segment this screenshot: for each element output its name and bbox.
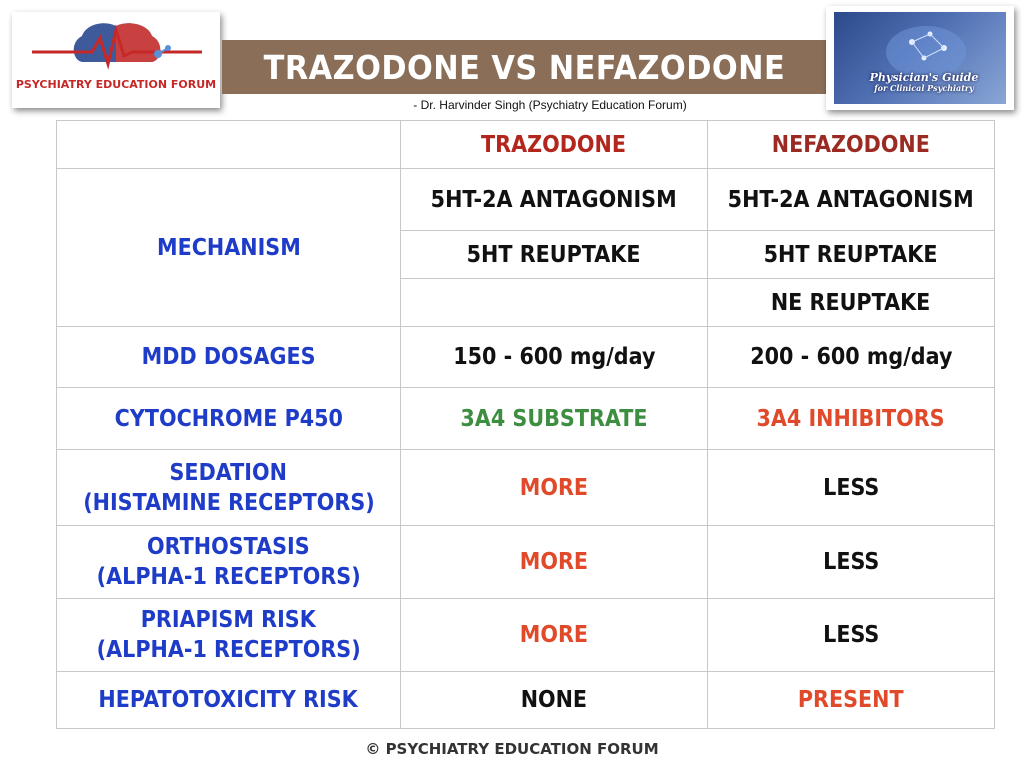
row-label-mdd-dosages: MDD DOSAGES (57, 327, 401, 388)
cell-nefazodone-cytochrome: 3A4 INHIBITORS (708, 388, 995, 450)
cell-trazodone-hepatotoxicity: NONE (401, 672, 708, 729)
cell-trazodone-orthostasis: MORE (401, 526, 708, 599)
cell-nefazodone-sedation: LESS (708, 450, 995, 526)
cell-trazodone-cytochrome: 3A4 SUBSTRATE (401, 388, 708, 450)
cell-nefazodone-mechanism-1: 5HT-2A ANTAGONISM (708, 169, 995, 231)
cell-trazodone-dosage: 150 - 600 mg/day (401, 327, 708, 388)
table-row-cytochrome (57, 388, 995, 450)
table-row-sedation (57, 450, 995, 526)
header-nefazodone: NEFAZODONE (708, 121, 995, 169)
table-row-orthostasis (57, 526, 995, 599)
cell-trazodone-mechanism-1: 5HT-2A ANTAGONISM (401, 169, 708, 231)
cell-trazodone-mechanism-3 (401, 279, 708, 327)
psychiatry-education-forum-logo (12, 12, 220, 108)
left-logo-text: PSYCHIATRY EDUCATION FORUM (15, 78, 217, 91)
row-label-orthostasis: ORTHOSTASIS (ALPHA-1 RECEPTORS) (57, 526, 401, 599)
cell-nefazodone-priapism: LESS (708, 599, 995, 672)
header-empty-cell (57, 121, 401, 169)
comparison-table (56, 120, 995, 729)
right-logo-text: Physician's Guide for Clinical Psychiatry (869, 71, 979, 93)
header-trazodone: TRAZODONE (401, 121, 708, 169)
title-banner (222, 40, 826, 94)
cell-nefazodone-mechanism-2: 5HT REUPTAKE (708, 231, 995, 279)
copyright-footer: © PSYCHIATRY EDUCATION FORUM (365, 740, 659, 758)
brain-network-photo-icon (834, 12, 1006, 104)
table-row-mdd-dosages (57, 327, 995, 388)
cell-nefazodone-orthostasis: LESS (708, 526, 995, 599)
page-title: TRAZODONE VS NEFAZODONE (263, 47, 785, 87)
row-label-sedation: SEDATION (HISTAMINE RECEPTORS) (57, 450, 401, 526)
table-row-hepatotoxicity (57, 672, 995, 729)
cell-nefazodone-dosage: 200 - 600 mg/day (708, 327, 995, 388)
cell-trazodone-sedation: MORE (401, 450, 708, 526)
cell-nefazodone-mechanism-3: NE REUPTAKE (708, 279, 995, 327)
row-label-cytochrome: CYTOCHROME P450 (57, 388, 401, 450)
table-header-row (57, 121, 995, 169)
row-label-priapism: PRIAPISM RISK (ALPHA-1 RECEPTORS) (57, 599, 401, 672)
row-label-mechanism: MECHANISM (57, 169, 401, 327)
table-row-priapism (57, 599, 995, 672)
brain-heartbeat-logo-icon (12, 12, 220, 78)
cell-trazodone-priapism: MORE (401, 599, 708, 672)
row-label-hepatotoxicity: HEPATOTOXICITY RISK (57, 672, 401, 729)
physicians-guide-logo (826, 6, 1014, 110)
table-row-mechanism (57, 169, 995, 231)
cell-trazodone-mechanism-2: 5HT REUPTAKE (401, 231, 708, 279)
author-subtitle: - Dr. Harvinder Singh (Psychiatry Education Forum) (413, 98, 687, 112)
cell-nefazodone-hepatotoxicity: PRESENT (708, 672, 995, 729)
